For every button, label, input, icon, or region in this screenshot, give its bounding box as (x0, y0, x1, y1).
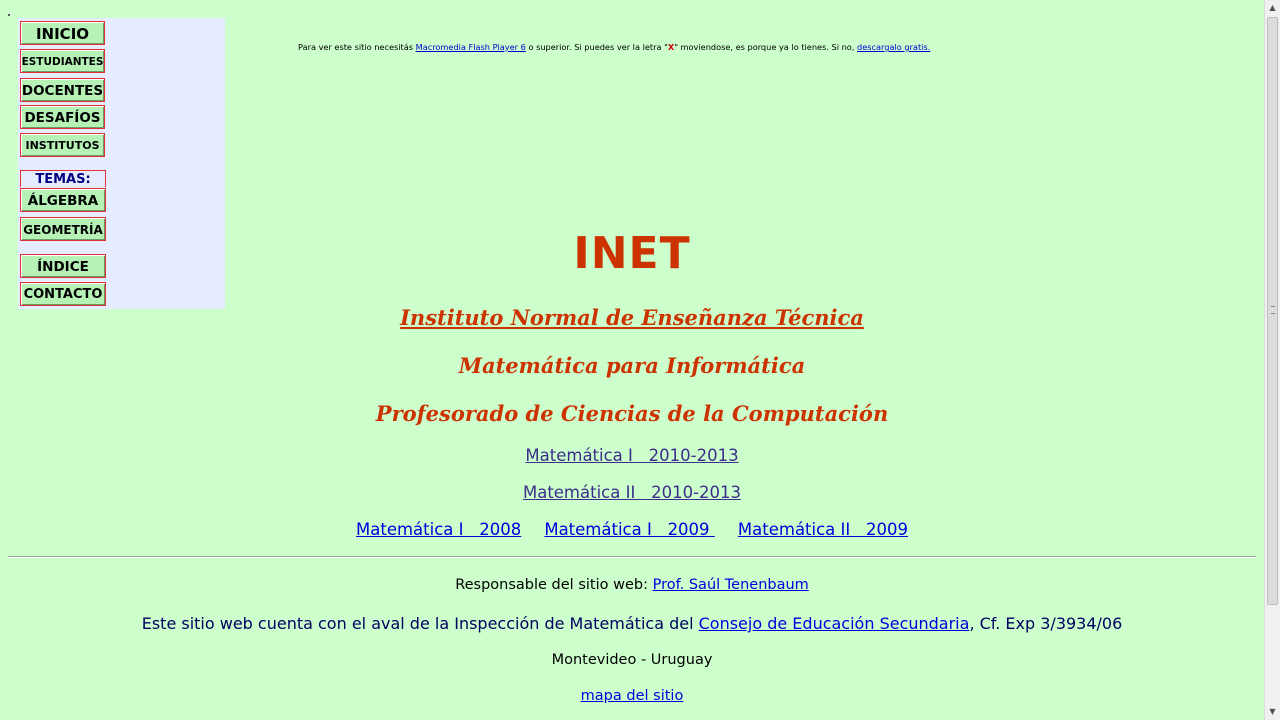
responsible-link[interactable]: Prof. Saúl Tenenbaum (652, 577, 809, 593)
grip-icon (1271, 306, 1275, 314)
page-title: INET (573, 228, 691, 279)
stray-dot (8, 14, 10, 16)
sitemap-link[interactable]: mapa del sitio (580, 688, 684, 704)
flash-notice-middle2: " moviendose, es porque ya lo tienes. Si no, (674, 42, 858, 52)
course-row-2 (0, 483, 1264, 502)
nav-docentes-button[interactable]: DOCENTES (20, 78, 105, 102)
course-row-1 (0, 446, 1264, 465)
nav-geometria-button[interactable]: GEOMETRÍA (20, 217, 106, 241)
vertical-scrollbar[interactable] (1264, 0, 1280, 720)
scroll-up-arrow-icon[interactable]: ▲ (1269, 3, 1276, 12)
flash-notice-middle: o superior. Si puedes ver la letra " (525, 42, 668, 52)
nav-contacto-button[interactable]: CONTACTO (20, 282, 106, 306)
course-link-mat1-2008[interactable]: Matemática I 2008 (356, 520, 522, 539)
nav-inicio-button[interactable]: INICIO (20, 21, 105, 45)
course-link-mat1-2010-2013[interactable]: Matemática I 2010-2013 (525, 446, 739, 465)
consejo-link[interactable]: Consejo de Educación Secundaria (698, 614, 970, 633)
temas-label: TEMAS: (20, 170, 106, 187)
flash-player-link[interactable]: Macromedia Flash Player 6 (415, 42, 526, 52)
course-link-mat1-2009[interactable]: Matemática I 2009 (544, 520, 715, 539)
nav-desafios-button[interactable]: DESAFÍOS (20, 105, 105, 129)
footer-location: Montevideo - Uruguay (551, 652, 713, 668)
subtitle-profesorado: Profesorado de Ciencias de la Computación (375, 401, 889, 426)
aval-suffix: , Cf. Exp 3/3934/06 (969, 614, 1123, 633)
footer-sitemap-row (0, 688, 1264, 704)
footer-aval (0, 614, 1264, 633)
download-link[interactable]: descargalo gratis. (857, 42, 931, 52)
course-link-mat2-2009[interactable]: Matemática II 2009 (737, 520, 908, 539)
course-row-3 (0, 520, 1264, 539)
responsible-label: Responsable del sitio web: (455, 577, 653, 593)
scroll-thumb[interactable] (1267, 17, 1278, 605)
footer-responsible (0, 577, 1264, 593)
course-link-mat2-2010-2013[interactable]: Matemática II 2010-2013 (522, 483, 742, 502)
nav-institutos-button[interactable]: INSTITUTOS (20, 133, 105, 157)
nav-algebra-button[interactable]: ÁLGEBRA (20, 188, 106, 212)
flash-notice (298, 42, 998, 52)
subtitle-matematica: Matemática para Informática (458, 353, 806, 378)
nav-estudiantes-button[interactable]: ESTUDIANTES (20, 49, 105, 73)
flash-notice-prefix: Para ver este sitio necesitás (298, 42, 416, 52)
aval-text: Este sitio web cuenta con el aval de la Inspección de Matemática del (141, 614, 699, 633)
divider (8, 556, 1256, 558)
scroll-down-arrow-icon[interactable]: ▼ (1269, 707, 1276, 716)
institute-link[interactable]: Instituto Normal de Enseñanza Técnica (400, 305, 864, 330)
flash-x-letter: X (667, 42, 675, 52)
nav-indice-button[interactable]: ÍNDICE (20, 254, 106, 278)
